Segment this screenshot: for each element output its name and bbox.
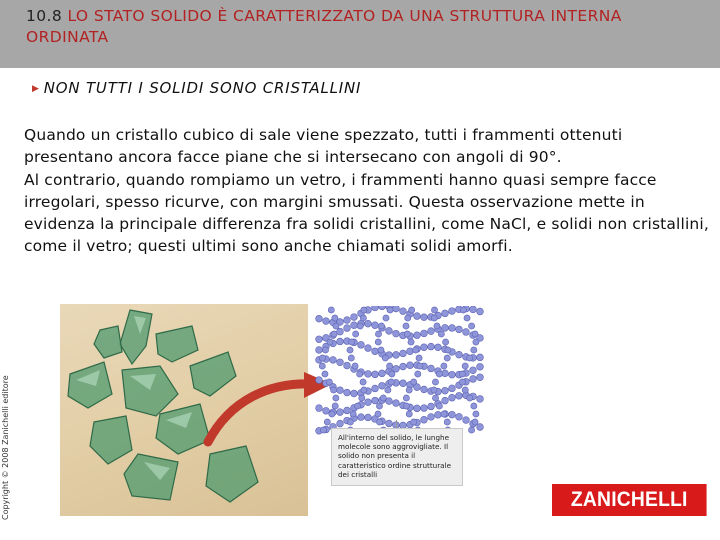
molecule-bead	[331, 331, 337, 337]
molecule-bead	[357, 323, 363, 329]
molecule-bead	[468, 427, 474, 433]
molecule-bead	[344, 362, 351, 369]
molecule-bead	[388, 379, 394, 385]
molecule-bead	[365, 320, 372, 327]
molecule-bead	[361, 307, 367, 313]
molecule-bead	[456, 326, 463, 333]
molecule-bead	[372, 306, 379, 311]
molecule-bead	[351, 390, 358, 397]
paragraph-glass: Al contrario, quando rompiamo un vetro, i frammenti hanno quasi sempre facce irregolari, spesso ricurve, con margini smussati. Questa osservazione mette in evidenza la principale differenza fra solidi cristallini, come NaCl, e solidi non cristallini, come il vetro; questi ultimi sono anche chiamati solidi amorfi.	[24, 170, 709, 256]
molecule-bead	[337, 328, 344, 335]
molecule-bead	[386, 420, 393, 427]
molecule-bead	[393, 400, 400, 407]
molecule-bead	[428, 343, 435, 350]
molecule-bead	[375, 331, 381, 337]
molecule-bead	[432, 395, 438, 401]
molecule-bead	[471, 347, 477, 353]
molecule-bead	[379, 306, 386, 310]
molecule-bead	[444, 355, 450, 361]
molecule-bead	[359, 395, 365, 401]
molecule-bead	[360, 315, 366, 321]
molecule-bead	[428, 403, 435, 410]
molecule-bead	[472, 331, 478, 337]
molecule-bead	[414, 313, 421, 320]
molecule-bead	[449, 325, 456, 332]
molecule-bead	[333, 395, 339, 401]
molecule-bead	[376, 419, 382, 425]
molecule-bead	[462, 387, 468, 393]
molecule-bead	[445, 347, 451, 353]
molecule-bead	[323, 407, 330, 414]
molecule-bead	[332, 403, 338, 409]
molecule-bead	[428, 365, 435, 372]
molecule-bead	[344, 317, 351, 324]
molecule-bead	[316, 405, 323, 412]
molecule-bead	[463, 329, 470, 336]
molecule-bead	[441, 411, 447, 417]
molecule-bead	[414, 405, 421, 412]
subtitle-text: NON TUTTI I SOLIDI SONO CRISTALLINI	[43, 79, 362, 97]
molecule-bead	[456, 351, 463, 358]
molecule-bead	[413, 347, 419, 353]
molecule-bead	[431, 387, 437, 393]
molecule-bead	[337, 359, 344, 366]
molecule-bead	[347, 347, 353, 353]
molecule-bead	[352, 363, 358, 369]
molecule-bead	[350, 411, 356, 417]
molecule-bead	[400, 380, 407, 387]
molecule-bead	[327, 339, 333, 345]
molecule-bead	[449, 394, 456, 401]
molecule-bead	[337, 387, 344, 394]
molecule-bead	[408, 339, 414, 345]
molecule-bead	[344, 407, 351, 414]
molecule-bead	[372, 385, 379, 392]
molecule-bead	[406, 387, 412, 393]
molecule-bead	[316, 336, 323, 343]
molecule-bead	[459, 379, 465, 385]
molecule-bead	[407, 362, 414, 369]
molecule-bead	[358, 414, 365, 421]
molecule-bead	[416, 355, 422, 361]
molecule-bead	[375, 339, 381, 345]
molecule-bead	[382, 355, 388, 361]
molecule-bead	[360, 379, 366, 385]
molecule-bead	[470, 376, 477, 383]
molecule-bead	[417, 363, 423, 369]
molecule-bead	[404, 331, 410, 337]
molecule-bead	[316, 315, 323, 322]
molecule-bead	[442, 387, 449, 394]
molecule-bead	[386, 327, 393, 334]
molecule-bead	[470, 306, 477, 313]
molecule-bead	[330, 387, 336, 393]
molecule-bead	[365, 399, 372, 406]
molecule-bead	[379, 370, 386, 377]
callout-box	[331, 428, 463, 486]
molecule-bead	[472, 419, 478, 425]
molecule-bead	[329, 411, 335, 417]
molecule-bead	[361, 387, 367, 393]
molecule-bead	[316, 347, 323, 354]
molecule-bead	[464, 315, 470, 321]
molecule-bead	[351, 314, 358, 321]
molecule-bead	[372, 322, 379, 329]
molecule-bead	[353, 331, 359, 337]
molecule-bead	[385, 387, 391, 393]
callout-text: All'interno del solido, le lunghe molecole sono aggrovigliate. Il solido non presenta il caratteristico ordine strutturale dei cristalli	[338, 433, 452, 479]
molecule-bead	[365, 414, 372, 421]
molecule-bead	[378, 323, 384, 329]
amorphous-molecules-diagram	[315, 306, 490, 440]
molecule-bead	[449, 385, 456, 392]
molecule-bead	[380, 395, 386, 401]
molecule-bead	[411, 379, 417, 385]
molecule-bead	[456, 413, 463, 420]
molecule-bead	[456, 392, 463, 399]
molecule-bead	[442, 324, 449, 331]
molecule-bead	[337, 338, 344, 345]
molecule-bead	[351, 322, 358, 329]
molecule-bead	[428, 328, 435, 335]
molecule-bead	[407, 348, 414, 355]
molecule-bead	[434, 323, 440, 329]
molecule-bead	[460, 307, 466, 313]
molecule-bead	[328, 307, 334, 313]
molecule-bead	[349, 339, 355, 345]
molecule-bead	[316, 377, 323, 384]
molecule-bead	[400, 363, 407, 370]
molecule-bead	[378, 347, 384, 353]
molecule-bead	[393, 330, 400, 337]
zanichelli-logo: ZANICHELLI	[552, 484, 707, 516]
body-text	[24, 124, 710, 258]
molecule-bead	[372, 371, 379, 378]
molecule-bead	[400, 350, 407, 357]
molecule-bead	[473, 411, 479, 417]
molecule-bead	[431, 307, 437, 313]
molecule-bead	[376, 403, 382, 409]
molecule-chains-illustration	[315, 306, 490, 440]
molecule-bead	[365, 345, 372, 352]
molecule-bead	[403, 395, 409, 401]
molecule-bead	[469, 323, 475, 329]
molecule-bead	[319, 355, 325, 361]
molecule-bead	[344, 389, 351, 396]
molecule-bead	[406, 411, 412, 417]
molecule-bead	[409, 307, 415, 313]
molecule-bead	[344, 325, 351, 332]
molecule-bead	[477, 354, 484, 361]
molecule-bead	[477, 308, 484, 315]
molecule-bead	[470, 367, 477, 374]
molecule-bead	[449, 411, 456, 418]
subtitle	[32, 79, 361, 97]
molecule-bead	[428, 414, 435, 421]
molecule-bead	[442, 310, 449, 317]
molecule-bead	[347, 419, 353, 425]
molecule-bead	[421, 330, 428, 337]
molecule-bead	[421, 416, 428, 423]
paragraph-crystal: Quando un cristallo cubico di sale viene spezzato, tutti i frammenti ottenuti presentano ancora facce piane che si intersecano con angoli di 90°.	[24, 126, 623, 167]
molecule-bead	[405, 315, 411, 321]
molecule-bead	[473, 339, 479, 345]
molecule-bead	[441, 363, 447, 369]
molecule-bead	[326, 379, 332, 385]
molecule-bead	[467, 395, 473, 401]
molecule-bead	[348, 355, 354, 361]
molecule-bead	[415, 371, 421, 377]
copyright-notice: Copyright © 2008 Zanichelli editore	[1, 375, 10, 520]
molecule-bead	[400, 308, 407, 315]
molecule-bead	[355, 403, 361, 409]
molecule-bead	[383, 315, 389, 321]
molecule-bead	[357, 371, 363, 377]
molecule-bead	[365, 371, 372, 378]
molecule-bead	[320, 427, 326, 433]
molecule-bead	[459, 371, 465, 377]
molecule-bead	[358, 341, 365, 348]
molecule-bead	[444, 419, 450, 425]
molecule-bead	[403, 403, 409, 409]
molecule-bead	[319, 363, 325, 369]
molecule-bead	[421, 386, 428, 393]
molecule-bead	[372, 397, 379, 404]
molecule-bead	[442, 339, 448, 345]
slide-title	[26, 6, 706, 48]
molecule-bead	[386, 363, 392, 369]
molecule-bead	[330, 357, 337, 364]
molecule-bead	[436, 403, 442, 409]
molecule-bead	[462, 363, 468, 369]
molecule-bead	[375, 411, 381, 417]
section-number: 10.8	[26, 7, 63, 25]
molecule-bead	[389, 371, 395, 377]
molecule-bead	[337, 420, 344, 427]
molecule-bead	[435, 344, 442, 351]
molecule-bead	[477, 374, 484, 381]
bullet-arrow-icon: ▶	[32, 84, 40, 94]
molecule-bead	[332, 315, 338, 321]
molecule-bead	[403, 323, 409, 329]
molecule-bead	[471, 403, 477, 409]
molecule-bead	[477, 396, 484, 403]
molecule-bead	[449, 371, 456, 378]
molecule-bead	[393, 351, 400, 358]
molecule-bead	[435, 411, 442, 418]
molecule-bead	[442, 397, 449, 404]
molecule-bead	[449, 308, 456, 315]
molecule-bead	[431, 315, 437, 321]
callout-pointer	[396, 420, 397, 428]
molecule-bead	[467, 355, 473, 361]
molecule-bead	[372, 348, 379, 355]
molecule-bead	[463, 417, 470, 424]
molecule-bead	[421, 314, 428, 321]
molecule-bead	[379, 382, 386, 389]
molecule-bead	[322, 347, 328, 353]
molecule-bead	[421, 405, 428, 412]
molecule-bead	[477, 363, 484, 370]
molecule-bead	[333, 323, 339, 329]
title-bar	[0, 0, 720, 68]
molecule-bead	[477, 424, 484, 431]
molecule-bead	[324, 419, 330, 425]
molecule-bead	[323, 318, 330, 325]
molecule-bead	[411, 419, 417, 425]
molecule-bead	[421, 344, 428, 351]
section-title: LO STATO SOLIDO È CARATTERIZZATO DA UNA STRUTTURA INTERNA ORDINATA	[26, 7, 622, 46]
molecule-bead	[436, 371, 442, 377]
molecule-bead	[387, 307, 393, 313]
molecule-bead	[322, 371, 328, 377]
molecule-bead	[414, 332, 421, 339]
molecule-bead	[432, 379, 438, 385]
molecule-bead	[438, 331, 444, 337]
molecule-bead	[337, 409, 344, 416]
molecule-bead	[393, 306, 400, 312]
